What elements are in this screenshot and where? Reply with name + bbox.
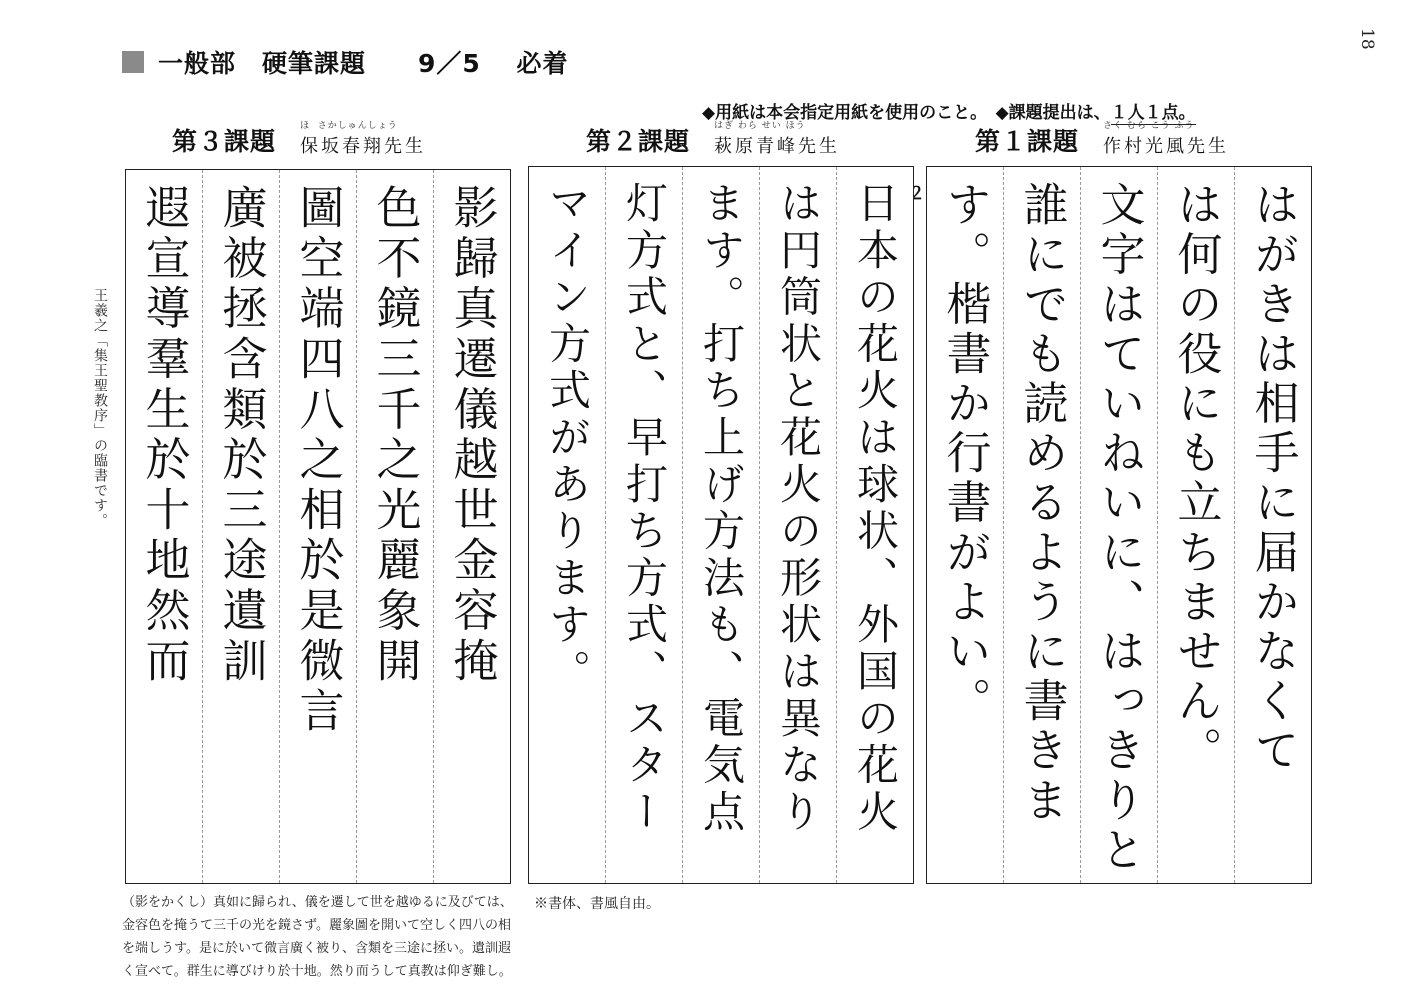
task-3-column-text: 色不鏡三千之光麗象開 [368,184,422,687]
task-3-column-text: 影歸真遷儀越世金容掩 [445,184,499,687]
task-1-column [1157,167,1234,883]
task-2-column [836,167,913,883]
task-1-teacher [1103,118,1229,158]
task-3-column-text: 遐宣導羣生於十地然而 [137,184,191,687]
translation-block [122,891,526,983]
page-header [122,44,569,80]
task-2-column [529,167,605,883]
header-square-icon [122,51,144,73]
task-3-column-text: 廣被拯含類於三途遺訓 [214,184,268,687]
translation-line: 金容色を掩うて三千の光を鏡さず。麗象圖を開いて空しく四八の相 [122,918,511,933]
task-3-writing-box [125,169,511,884]
task-2-column [605,167,682,883]
task-2-teacher [714,118,840,158]
task-2-column-text: 灯方式と、早打ち方式、スター [620,181,669,837]
task-2-writing-box [528,166,914,884]
task-3-teacher-name: 保坂春翔先生 [300,136,427,157]
note-paper: ◆用紙は本会指定用紙を使用のこと。 ◆課題提出は、 [702,103,1111,123]
translation-line: を端しうす。是に於いて微言廣く被り、含類を三途に拯い。遺訓遐 [122,941,511,956]
task-3-teacher [300,118,426,158]
task-1-column-text: 誰にでも読めるように書きま [1015,181,1069,826]
task-2-heading [586,118,840,158]
task-3-column [433,170,510,883]
task-1-writing-box [926,166,1312,884]
task-1-column-text: す。楷書か行書がよい。 [938,181,992,727]
task-1-column-text: は何の役にも立ちません。 [1169,181,1223,777]
translation-line: く宣べて。群生に導びけり於十地。然り而うして真教は仰ぎ難し。 [122,964,512,979]
task-1-column-text: はがきは相手に届かなくて [1246,181,1300,777]
task-3-column [279,170,356,883]
task-2-column [759,167,836,883]
task-1-column [1003,167,1080,883]
side-caption: 王羲之「集王聖教序」の臨書です。 [92,288,108,528]
task-1-column [1234,167,1311,883]
task-2-column [682,167,759,883]
style-free-note: ※書体、書風自由。 [534,896,660,912]
task-3-column-text: 圖空端四八之相於是微言 [291,184,345,738]
task-2-column-text: マイン方式があります。 [543,181,592,696]
task-1-column-text: 文字はていねいに、はっきりと [1092,181,1146,876]
task-2-column-text: ます。打ち上げ方法も、電気点 [697,181,746,837]
task-3-teacher-ruby: ほ さかしゅんしょう [300,121,398,131]
task-2-column-text: 日本の花火は球状、外国の花火 [851,181,900,837]
task-2-column-text: は円筒状と花火の形状は異なり [774,181,823,837]
task-1-teacher-name: 作村光風先生 [1103,136,1230,157]
task-3-column [202,170,279,883]
translation-line: （影をかくし）真如に歸られ、儀を遷して世を越ゆるに及びては、 [122,895,513,910]
page-number: 18 [1357,28,1377,50]
task-2-teacher-ruby: はぎ わら せい ほう [714,121,806,131]
task-1-title: 第１課題 [975,127,1080,156]
task-2-teacher-name: 萩原青峰先生 [714,136,841,157]
task-1-column [927,167,1003,883]
page-title: 一般部 硬筆課題 9／5 必着 [158,49,569,78]
task-3-title: 第３課題 [172,127,277,156]
task-3-column [126,170,202,883]
task-3-heading [172,118,426,158]
note-one-per-person: １人１点。 [1110,103,1196,123]
task-1-teacher-ruby: さく むら こう ふう [1103,121,1195,131]
task-1-heading [975,118,1229,158]
task-1-column [1080,167,1157,883]
task-3-column [356,170,433,883]
task-2-title: 第２課題 [586,127,691,156]
